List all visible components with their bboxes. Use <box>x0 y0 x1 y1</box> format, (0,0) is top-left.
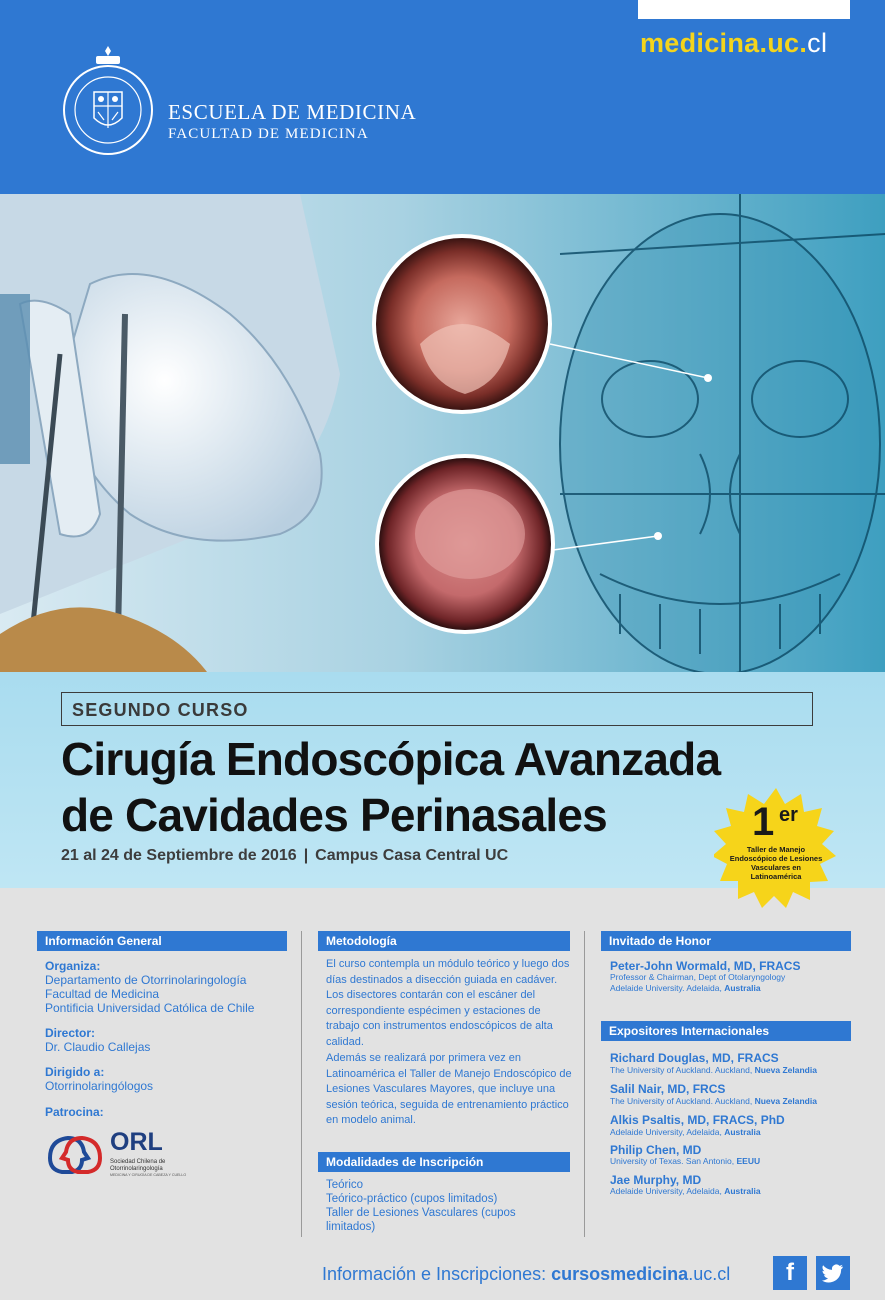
speaker-aff-2 <box>610 1096 817 1106</box>
speaker-country-1: Nueva Zelandia <box>754 1065 817 1075</box>
speaker-name-5: Jae Murphy, MD <box>610 1173 702 1187</box>
badge-text: Taller de Manejo Endoscópico de Lesiones Vasculares en Latinoamérica <box>729 845 823 881</box>
speaker-aff-2-text: The University of Auckland. Auckland, <box>610 1096 753 1106</box>
speaker-country-4: EEUU <box>736 1156 761 1166</box>
speaker-aff-5-text: Adelaide University, Adelaida, <box>610 1186 722 1196</box>
event-date: 21 al 24 de Septiembre de 2016 <box>61 847 297 864</box>
site-url[interactable] <box>640 28 827 59</box>
speaker-country-5: Australia <box>724 1186 761 1196</box>
speaker-aff-3 <box>610 1127 761 1137</box>
speaker-name-3: Alkis Psaltis, MD, FRACS, PhD <box>610 1113 785 1127</box>
registration-item-3: Taller de Lesiones Vasculares (cupos limitados) <box>326 1207 516 1233</box>
orl-name: ORL <box>110 1128 163 1156</box>
event-date-venue <box>61 847 508 865</box>
organiza-line-3: Pontificia Universidad Católica de Chile <box>45 1001 255 1015</box>
column-divider-1 <box>301 931 302 1237</box>
honor-aff-2 <box>610 983 761 993</box>
footer-url[interactable]: cursosmedicina.uc.cl <box>551 1264 731 1284</box>
method-paragraph-1: El curso contempla un módulo teórico y luego dos días destinados a disección guiada en cadáver. Los disectores contarán con el escáner del correspondiente espécimen y estaciones de trabajo con instrumentos endoscópicos de alta calidad. <box>326 958 570 1048</box>
method-heading: Metodología <box>318 931 570 951</box>
university-seal-logo <box>60 42 156 168</box>
speaker-aff-1-text: The University of Auckland. Auckland, <box>610 1065 753 1075</box>
badge-number: 1 <box>752 800 775 844</box>
column-divider-2 <box>584 931 585 1237</box>
event-venue: Campus Casa Central UC <box>315 847 509 864</box>
hero-illustration <box>0 194 885 676</box>
orl-sub-2: Otorrinolaringología <box>110 1166 163 1172</box>
facebook-icon: f <box>786 1259 794 1286</box>
course-label-box <box>61 692 813 726</box>
patrocina-label: Patrocina: <box>45 1105 104 1119</box>
facebook-button[interactable] <box>773 1256 807 1290</box>
registration-heading: Modalidades de Inscripción <box>318 1152 570 1172</box>
faculty-name: FACULTAD DE MEDICINA <box>168 126 369 142</box>
registration-item-2: Teórico-práctico (cupos limitados) <box>326 1193 498 1205</box>
honor-heading: Invitado de Honor <box>601 931 851 951</box>
speaker-name-1: Richard Douglas, MD, FRACS <box>610 1051 779 1065</box>
speaker-aff-4 <box>610 1156 760 1166</box>
speaker-country-2: Nueva Zelandia <box>754 1096 817 1106</box>
event-title-line1: Cirugía Endoscópica Avanzada <box>61 733 721 785</box>
date-separator: | <box>303 847 309 864</box>
director-label: Director: <box>45 1026 96 1040</box>
school-name: ESCUELA DE MEDICINA <box>168 100 417 124</box>
info-heading: Información General <box>37 931 287 951</box>
registration-item-1: Teórico <box>326 1179 364 1191</box>
method-paragraph-2: Además se realizará por primera vez en Latinoamérica el Taller de Manejo Endoscópico de Lesiones Vasculares Mayores, que incluye una sesión teórica, seguida de entrenamiento práctico en modelo animal. <box>326 1052 572 1127</box>
footer-contact <box>322 1264 730 1285</box>
organiza-label: Organiza: <box>45 959 101 973</box>
speaker-aff-3-text: Adelaide University, Adelaida, <box>610 1127 722 1137</box>
badge-suffix: er <box>779 804 798 826</box>
honor-name: Peter-John Wormald, MD, FRACS <box>610 959 801 973</box>
header-banner <box>0 0 885 194</box>
speaker-country-3: Australia <box>724 1127 761 1137</box>
speaker-aff-1 <box>610 1065 817 1075</box>
speaker-name-2: Salil Nair, MD, FRCS <box>610 1082 726 1096</box>
course-label: SEGUNDO CURSO <box>72 700 249 720</box>
site-url-tld: cl <box>807 28 828 58</box>
dirigido-label: Dirigido a: <box>45 1065 105 1079</box>
speaker-aff-5 <box>610 1186 761 1196</box>
speakers-heading: Expositores Internacionales <box>601 1021 851 1041</box>
orl-sponsor-logo <box>46 1128 191 1180</box>
honor-aff-2-text: Adelaide University. Adelaida, <box>610 983 722 993</box>
organiza-line-2: Facultad de Medicina <box>45 987 160 1001</box>
event-title-line2: de Cavidades Perinasales <box>61 789 607 841</box>
organiza-line-1: Departamento de Otorrinolaringología <box>45 973 247 987</box>
footer-text: Información e Inscripciones: <box>322 1264 547 1284</box>
site-url-main: medicina.uc. <box>640 28 808 58</box>
speaker-aff-4-text: University of Texas. San Antonio, <box>610 1156 735 1166</box>
honor-aff-1: Professor & Chairman, Dept of Otolaryngology <box>610 972 786 982</box>
twitter-button[interactable] <box>816 1256 850 1290</box>
director-name: Dr. Claudio Callejas <box>45 1040 151 1054</box>
dirigido-value: Otorrinolaringólogos <box>45 1079 154 1093</box>
twitter-icon <box>816 1256 850 1290</box>
orl-sub-1: Sociedad Chilena de <box>110 1159 166 1165</box>
header-tab <box>638 0 850 19</box>
speaker-name-4: Philip Chen, MD <box>610 1143 702 1157</box>
honor-country: Australia <box>724 983 761 993</box>
hero-image <box>0 194 885 676</box>
orl-sub-3: MEDICINA Y CIRUGÍA DE CABEZA Y CUELLO <box>110 1173 187 1177</box>
